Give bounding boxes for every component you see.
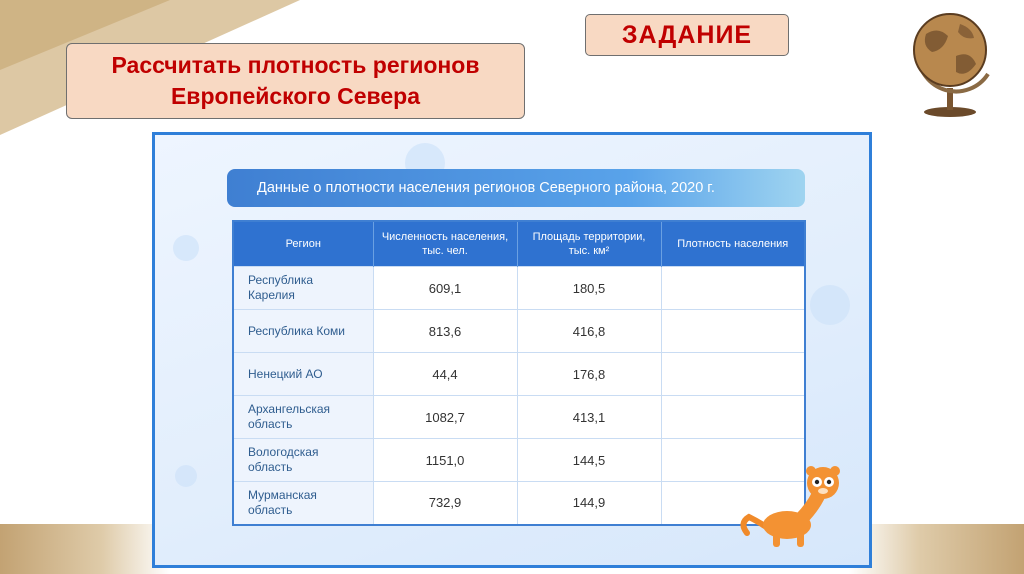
- population-cell: 813,6: [373, 310, 517, 353]
- decorative-bubble: [175, 465, 197, 487]
- region-cell: Ненецкий АО: [233, 353, 373, 396]
- area-cell: 413,1: [517, 396, 661, 439]
- area-cell: 176,8: [517, 353, 661, 396]
- region-cell: Республика Карелия: [233, 267, 373, 310]
- task-badge: ЗАДАНИЕ: [585, 14, 789, 56]
- slide-title-line2: Европейского Севера: [170, 83, 421, 109]
- region-cell: Республика Коми: [233, 310, 373, 353]
- density-cell: [661, 396, 805, 439]
- column-header-population: Численность населения, тыс. чел.: [373, 221, 517, 267]
- population-cell: 732,9: [373, 482, 517, 525]
- decorative-map-corner-bottom-left: [0, 524, 170, 574]
- table-row: [233, 353, 805, 396]
- globe-icon: [904, 6, 1000, 118]
- population-cell: 1082,7: [373, 396, 517, 439]
- region-cell: Вологодская область: [233, 439, 373, 482]
- area-cell: 144,9: [517, 482, 661, 525]
- table-row: [233, 482, 805, 525]
- slide-title: [66, 43, 525, 119]
- table-title: Данные о плотности населения регионов Северного района, 2020 г.: [227, 169, 805, 207]
- slide-title-line1: Рассчитать плотность регионов: [111, 52, 480, 78]
- population-cell: 1151,0: [373, 439, 517, 482]
- column-header-area: Площадь территории, тыс. км²: [517, 221, 661, 267]
- table-header-row: [233, 221, 805, 267]
- density-table: [232, 220, 806, 526]
- decorative-bubble: [810, 285, 850, 325]
- area-cell: 180,5: [517, 267, 661, 310]
- table-row: [233, 267, 805, 310]
- column-header-region: Регион: [233, 221, 373, 267]
- area-cell: 144,5: [517, 439, 661, 482]
- region-cell: Мурманская область: [233, 482, 373, 525]
- decorative-map-corner-bottom-right: [849, 524, 1024, 574]
- population-cell: 44,4: [373, 353, 517, 396]
- table-row: [233, 396, 805, 439]
- table-panel: [152, 132, 872, 568]
- population-cell: 609,1: [373, 267, 517, 310]
- region-cell: Архангельская область: [233, 396, 373, 439]
- table-row: [233, 439, 805, 482]
- density-cell: [661, 267, 805, 310]
- area-cell: 416,8: [517, 310, 661, 353]
- table-row: [233, 310, 805, 353]
- density-cell: [661, 310, 805, 353]
- decorative-bubble: [173, 235, 199, 261]
- column-header-density: Плотность населения: [661, 221, 805, 267]
- weasel-mascot-icon: [739, 463, 849, 553]
- density-cell: [661, 353, 805, 396]
